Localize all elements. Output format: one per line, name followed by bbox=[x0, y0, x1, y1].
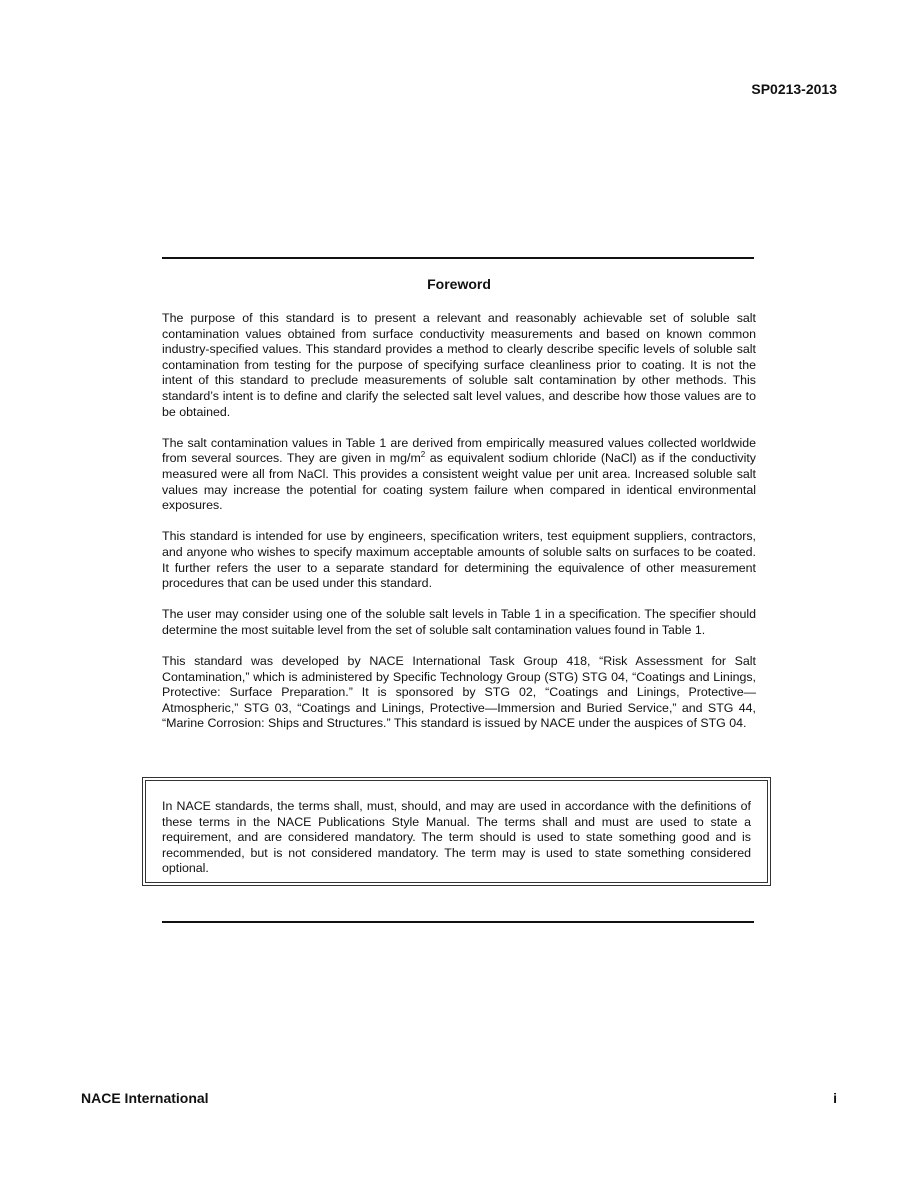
section-title: Foreword bbox=[427, 276, 491, 292]
bottom-divider bbox=[162, 921, 754, 923]
paragraph-intended-use: This standard is intended for use by engineers, specification writers, test equipment suppliers, contractors, and anyone who wishes to specify maximum acceptable amounts of soluble salts on surfaces to be coated. It further refers the user to a separate standard for determining the equivalence of other measurement procedures that can be used under this standard. bbox=[162, 529, 756, 591]
superscript-2: 2 bbox=[420, 450, 426, 460]
paragraph-salt-values bbox=[162, 436, 756, 514]
foreword-body bbox=[162, 311, 756, 748]
paragraph-specification: The user may consider using one of the soluble salt levels in Table 1 in a specification. The specifier should determine the most suitable level from the set of soluble salt contamination values found in Table 1. bbox=[162, 607, 756, 637]
terms-notice-text: In NACE standards, the terms shall, must, should, and may are used in accordance with the definitions of these terms in the NACE Publications Style Manual. The terms shall and must are used to state a requirement, and are considered mandatory. The term should is used to state something good and is recommended, but is not considered mandatory. The term may is used to state something considered optional. bbox=[162, 799, 751, 876]
top-divider bbox=[162, 257, 754, 259]
paragraph-salt-values-part1: The salt contamination values in Table 1 are derived from empirically measured values collected worldwide from several sources. They are given in mg/m bbox=[162, 435, 756, 466]
terms-notice-box bbox=[142, 777, 771, 886]
paragraph-development: This standard was developed by NACE International Task Group 418, “Risk Assessment for Salt Contamination,” which is administered by Specific Technology Group (STG) STG 04, “Coatings and Linings, Protective: Surface Preparation.” It is sponsored by STG 02, “Coatings and Linings, Protective—Atmospheric,” STG 03, “Coatings and Linings, Protective—Immersion and Buried Service,” and STG 44, “Marine Corrosion: Ships and Structures.” This standard is issued by NACE under the auspices of STG 04. bbox=[162, 654, 756, 731]
paragraph-purpose: The purpose of this standard is to present a relevant and reasonably achievable set of soluble salt contamination values obtained from surface conductivity measurements and based on known common industry-specified values. This standard provides a method to clearly describe specific levels of soluble salt contamination from testing for the purpose of specifying surface cleanliness prior to coating. It is not the intent of this standard to preclude measurements of soluble salt contamination by other methods. This standard’s intent is to define and clarify the selected salt level values, and describe how those values are to be obtained. bbox=[162, 311, 756, 419]
document-id: SP0213-2013 bbox=[751, 81, 837, 97]
footer-organization: NACE International bbox=[81, 1090, 209, 1106]
page-number: i bbox=[833, 1090, 837, 1106]
paragraph-salt-values-part2: as equivalent sodium chloride (NaCl) as if the conductivity measured were all from NaCl. This provides a consistent weight value per unit area. Increased soluble salt values may increase the potential for coating system failure when compared in identical environmental exposures. bbox=[162, 451, 756, 513]
